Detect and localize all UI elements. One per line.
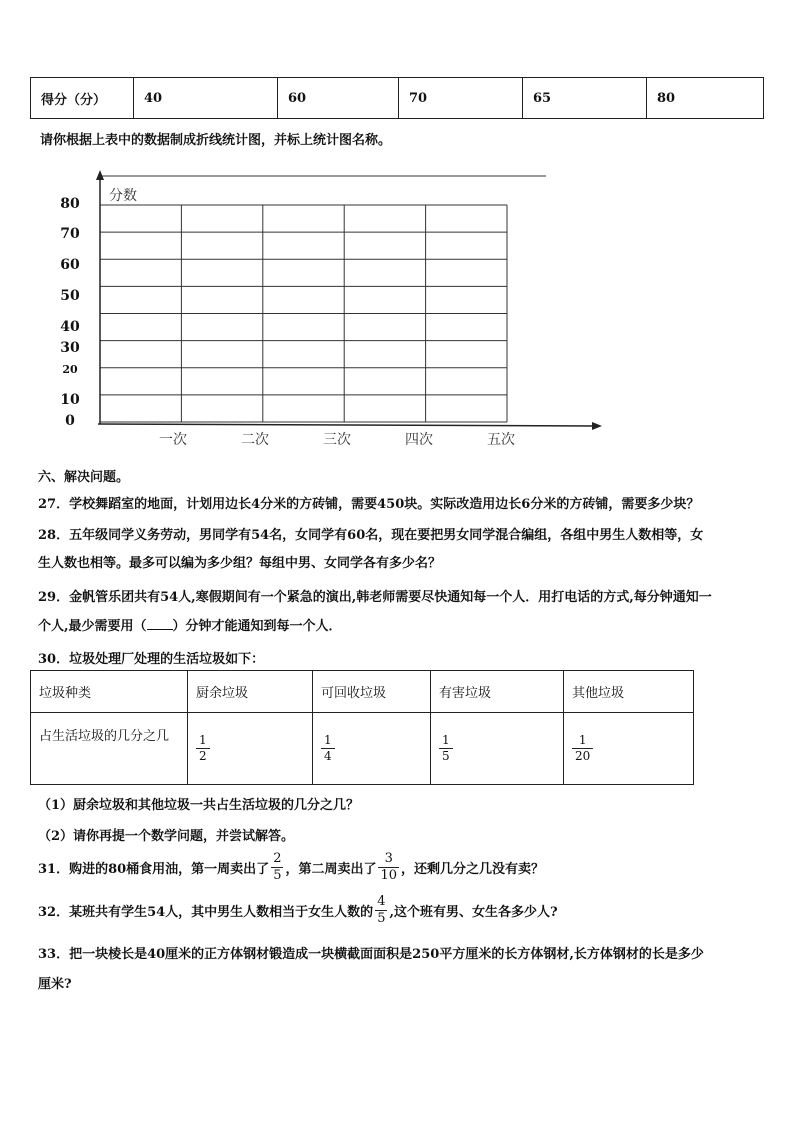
waste-header-label: 垃圾种类: [31, 671, 188, 713]
waste-category-1: 厨余垃圾: [188, 671, 313, 713]
line-chart-grid: [0, 160, 794, 460]
table-row: [31, 713, 694, 785]
fraction-numerator: 4: [377, 894, 386, 909]
fraction-denominator: 20: [575, 749, 591, 763]
fraction: [572, 733, 593, 764]
y-tick-label: 60: [60, 257, 80, 273]
fraction-numerator: 1: [572, 733, 593, 749]
answer-blank[interactable]: [147, 617, 173, 630]
question-32-text-post: ,这个班有男、女生各多少人?: [389, 905, 558, 920]
section-title: 六、解决问题。: [38, 470, 130, 485]
fraction: [271, 851, 283, 884]
fraction-numerator: 1: [196, 733, 210, 749]
question-30-sub2: （2）请你再提一个数学问题，并尝试解答。: [38, 829, 295, 844]
waste-category-3: 有害垃圾: [431, 671, 564, 713]
fraction-denominator: 10: [380, 868, 398, 883]
x-axis-arrow-icon: [592, 422, 602, 430]
fraction-denominator: 4: [324, 749, 332, 763]
question-32-text-pre: 32．某班共有学生54人，其中男生人数相当于女生人数的: [38, 905, 374, 920]
fraction: [375, 894, 387, 927]
table-row: [31, 78, 764, 119]
y-tick-label: 30: [60, 340, 80, 356]
y-tick-label: 50: [60, 288, 80, 304]
x-tick-label: 四次: [405, 432, 433, 448]
x-axis: [98, 424, 596, 426]
waste-category-2: 可回收垃圾: [313, 671, 431, 713]
fraction-numerator: 1: [321, 733, 335, 749]
score-cell-5: 80: [647, 78, 764, 119]
waste-fraction-cell-3: [431, 713, 564, 785]
question-29-text-post: ）分钟才能通知到每一个人．: [172, 619, 342, 634]
x-tick-label: 五次: [487, 432, 515, 448]
fraction-denominator: 5: [377, 911, 386, 926]
question-31-text-post: ，还剩几分之几没有卖？: [401, 862, 545, 877]
question-28-line2: 生人数也相等。最多可以编为多少组？每组中男、女同学各有多少名？: [38, 556, 442, 571]
y-axis-label: 分数: [109, 188, 137, 204]
waste-fraction-cell-2: [313, 713, 431, 785]
question-31: [38, 851, 544, 884]
question-27: 27．学校舞蹈室的地面，计划用边长4分米的方砖铺，需要450块。实际改造用边长6分米的方砖铺，需要多少块？: [38, 497, 700, 512]
score-cell-3: 70: [399, 78, 523, 119]
fraction-denominator: 2: [199, 749, 207, 763]
fraction: [321, 733, 335, 764]
question-28-line1: 28．五年级同学义务劳动，男同学有54名，女同学有60名，现在要把男女同学混合编组，各组中男生人数相等，女: [38, 528, 704, 543]
question-29-text-pre: 个人,最少需要用（: [38, 619, 147, 634]
fraction-numerator: 3: [378, 851, 399, 868]
fraction: [196, 733, 210, 764]
score-cell-2: 60: [278, 78, 399, 119]
y-tick-label: 80: [60, 196, 80, 212]
fraction-denominator: 5: [273, 868, 282, 883]
fraction: [439, 733, 453, 764]
y-tick-label: 0: [65, 413, 75, 429]
fraction-numerator: 2: [273, 851, 282, 866]
y-tick-label: 10: [60, 392, 80, 408]
fraction-numerator: 1: [439, 733, 453, 749]
score-header-cell: 得分（分）: [31, 78, 134, 119]
fraction-denominator: 5: [442, 749, 450, 763]
chart-instruction: 请你根据上表中的数据制成折线统计图，并标上统计图名称。: [40, 133, 392, 148]
waste-category-4: 其他垃圾: [564, 671, 694, 713]
score-cell-1: 40: [134, 78, 278, 119]
x-tick-label: 一次: [159, 432, 187, 448]
y-axis-arrow-icon: [96, 170, 104, 180]
waste-fraction-cell-1: [188, 713, 313, 785]
waste-fraction-cell-4: [564, 713, 694, 785]
table-row: [31, 671, 694, 713]
question-33-line2: 厘米?: [38, 977, 72, 992]
question-30-sub1: （1）厨余垃圾和其他垃圾一共占生活垃圾的几分之几？: [38, 798, 360, 813]
question-33-line1: 33．把一块棱长是40厘米的正方体钢材锻造成一块横截面面积是250平方厘米的长方体钢材,长方体钢材的长是多少: [38, 947, 704, 962]
score-cell-4: 65: [523, 78, 647, 119]
y-tick-label: 40: [60, 319, 80, 335]
y-tick-label: 20: [62, 363, 78, 376]
question-30: 30．垃圾处理厂处理的生活垃圾如下：: [38, 652, 265, 667]
question-29-line2: [38, 615, 342, 634]
waste-row-label: 占生活垃圾的几分之几: [31, 713, 188, 785]
x-tick-label: 三次: [323, 432, 351, 448]
question-31-text-mid: ，第二周卖出了: [285, 862, 377, 877]
question-29-line1: 29．金帆管乐团共有54人,寒假期间有一个紧急的演出,韩老师需要尽快通知每一个人．用打电话的方式,每分钟通知一: [38, 590, 712, 605]
score-table: [30, 77, 764, 119]
waste-table: [30, 670, 694, 785]
fraction: [378, 851, 399, 884]
x-tick-label: 二次: [241, 432, 269, 448]
y-tick-label: 70: [60, 226, 80, 242]
question-32: [38, 894, 558, 927]
question-31-text-pre: 31．购进的80桶食用油，第一周卖出了: [38, 862, 270, 877]
